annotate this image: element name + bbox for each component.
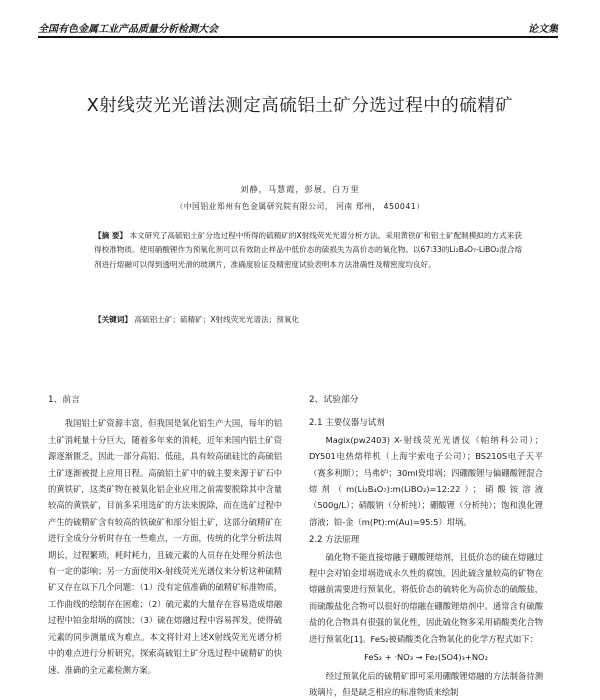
keywords bbox=[94, 314, 524, 325]
running-header bbox=[38, 20, 558, 34]
section-heading-experiment: 2、试验部分 bbox=[309, 392, 543, 408]
affiliation: （中国铝业郑州有色金属研究院有限公司， 河南 郑州， 450041） bbox=[0, 201, 600, 212]
right-column bbox=[309, 392, 543, 700]
abstract bbox=[94, 229, 524, 272]
header-conference: 全国有色金属工业产品质量分析检测大会 bbox=[38, 20, 218, 35]
left-column bbox=[48, 392, 282, 678]
authors: 刘静，马慧霞，彭展，白万里 bbox=[0, 184, 600, 195]
subsection-principle: 2.2 方法原理 bbox=[309, 532, 543, 548]
intro-paragraph: 我国铝土矿资源丰富，但我国是氧化铝生产大国，每年的铝土矿消耗量十分巨大，随着多年来的消耗，近年来国内铝土矿资源逐渐匮乏，因此一部分高铝、低硅，具有较高硫硅比的高硫铝土矿逐渐被提上应用日程。高硫铝土矿中的硫主要来源于矿石中的黄铁矿，这类矿物在被氧化铝企业应用之前需要脱除其中含量较高的黄铁矿，目前多采用选矿的方法来脱除，而在选矿过程中产生的硫精矿含有较高的铁硫矿和部分铝土矿，这部分硫精矿在进行全成分分析时存在一些难点，一方面，传统的化学分析法周期长，过程繁琐，耗时耗力，且硫元素的人员存在处理分析法也有一定的影响；另一方面使用X-射线荧光光谱仪来分析这种硫精矿又存在以下几个问题：（1）没有定值准确的硫精矿标准物质，工作曲线的绘制存在困难；（2）硫元素的大量存在容易造成熔融过程中铂金坩埚的腐蚀；（3）硫在熔融过程中容易挥发，使得硫元素的同步测量成为难点。本文将针对上述X射线荧光光谱分析中的难点进行分析研究，探索高硫铝土矿分选过程中硫精矿的快速、准确的全元素检测方案。 bbox=[48, 415, 282, 678]
keywords-label: 【关键词】 bbox=[94, 315, 132, 324]
section-heading-intro: 1、前言 bbox=[48, 392, 282, 408]
keywords-text: 高硫铝土矿；硫精矿；X射线荧光光谱法；预氧化 bbox=[134, 315, 299, 324]
subsection-instruments: 2.1 主要仪器与试剂 bbox=[309, 415, 543, 431]
header-rule bbox=[38, 36, 558, 38]
closing-paragraph: 经过预氧化后的硫精矿即可采用硼酸锂熔融的方法制备待测玻璃片，但是缺乏相应的标准物质来绘制 bbox=[309, 668, 543, 700]
instruments-paragraph: Magix(pw2403) X-射线荧光光谱仪（帕纳科公司）；DY501电热熔样机（上海宇索电子公司）；BS210S电子天平（赛多利斯）；马弗炉；30ml瓷坩埚；四硼酸锂与偏硼酸锂混合熔剂（m(Li₂B₄O₇):m(LiBO₂)=12:22）；硝酸铵溶液（500g/L）；硝酸钠（分析纯）；硼酸锂（分析纯）；饱和溴化锂溶液；铂-金（m(Pt):m(Au)=95:5）坩埚。 bbox=[309, 432, 543, 530]
header-section: 论文集 bbox=[528, 20, 558, 35]
chemical-equation: FeS₂ + ·NO₃ → Fe₂(SO4)₃+NO₂ bbox=[309, 649, 543, 665]
abstract-label: 【摘 要】 bbox=[94, 231, 127, 240]
principle-paragraph: 硫化物不能直接熔融于硼酸锂熔剂，且低价态的硫在熔融过程中会对铂金坩埚造成永久性的腐蚀，因此硫含量较高的矿物在熔融前需要进行预氧化，将低价态的硫转化为高价态的硫酸盐，而硫酸盐化合物可以很好的熔融在硼酸锂熔剂中。通常含有硫酸盐的化合物具有很强的氧化性，因此硫化物多采用硝酸类化合物进行预氧化[1]。FeS₂被硝酸类化合物氧化的化学方程式如下： bbox=[309, 549, 543, 647]
paper-title: X射线荧光光谱法测定高硫铝土矿分选过程中的硫精矿 bbox=[60, 84, 540, 128]
abstract-text: 本文研究了高硫铝土矿分选过程中所得的硫精矿的X射线荧光光谱分析方法。采用黄铁矿和铝土矿配制模拟的方式来获得校准物质。使用硝酸锂作为预氧化剂可以有效防止样品中低价态的硫损失为高价态的氧化物。以67∶33的Li₂B₄O₇-LiBO₂混合熔剂进行熔融可以得到透明光滑的玻璃片，准确度验证及精密度试验表明本方法准确性及精密度均良好。 bbox=[94, 231, 522, 269]
